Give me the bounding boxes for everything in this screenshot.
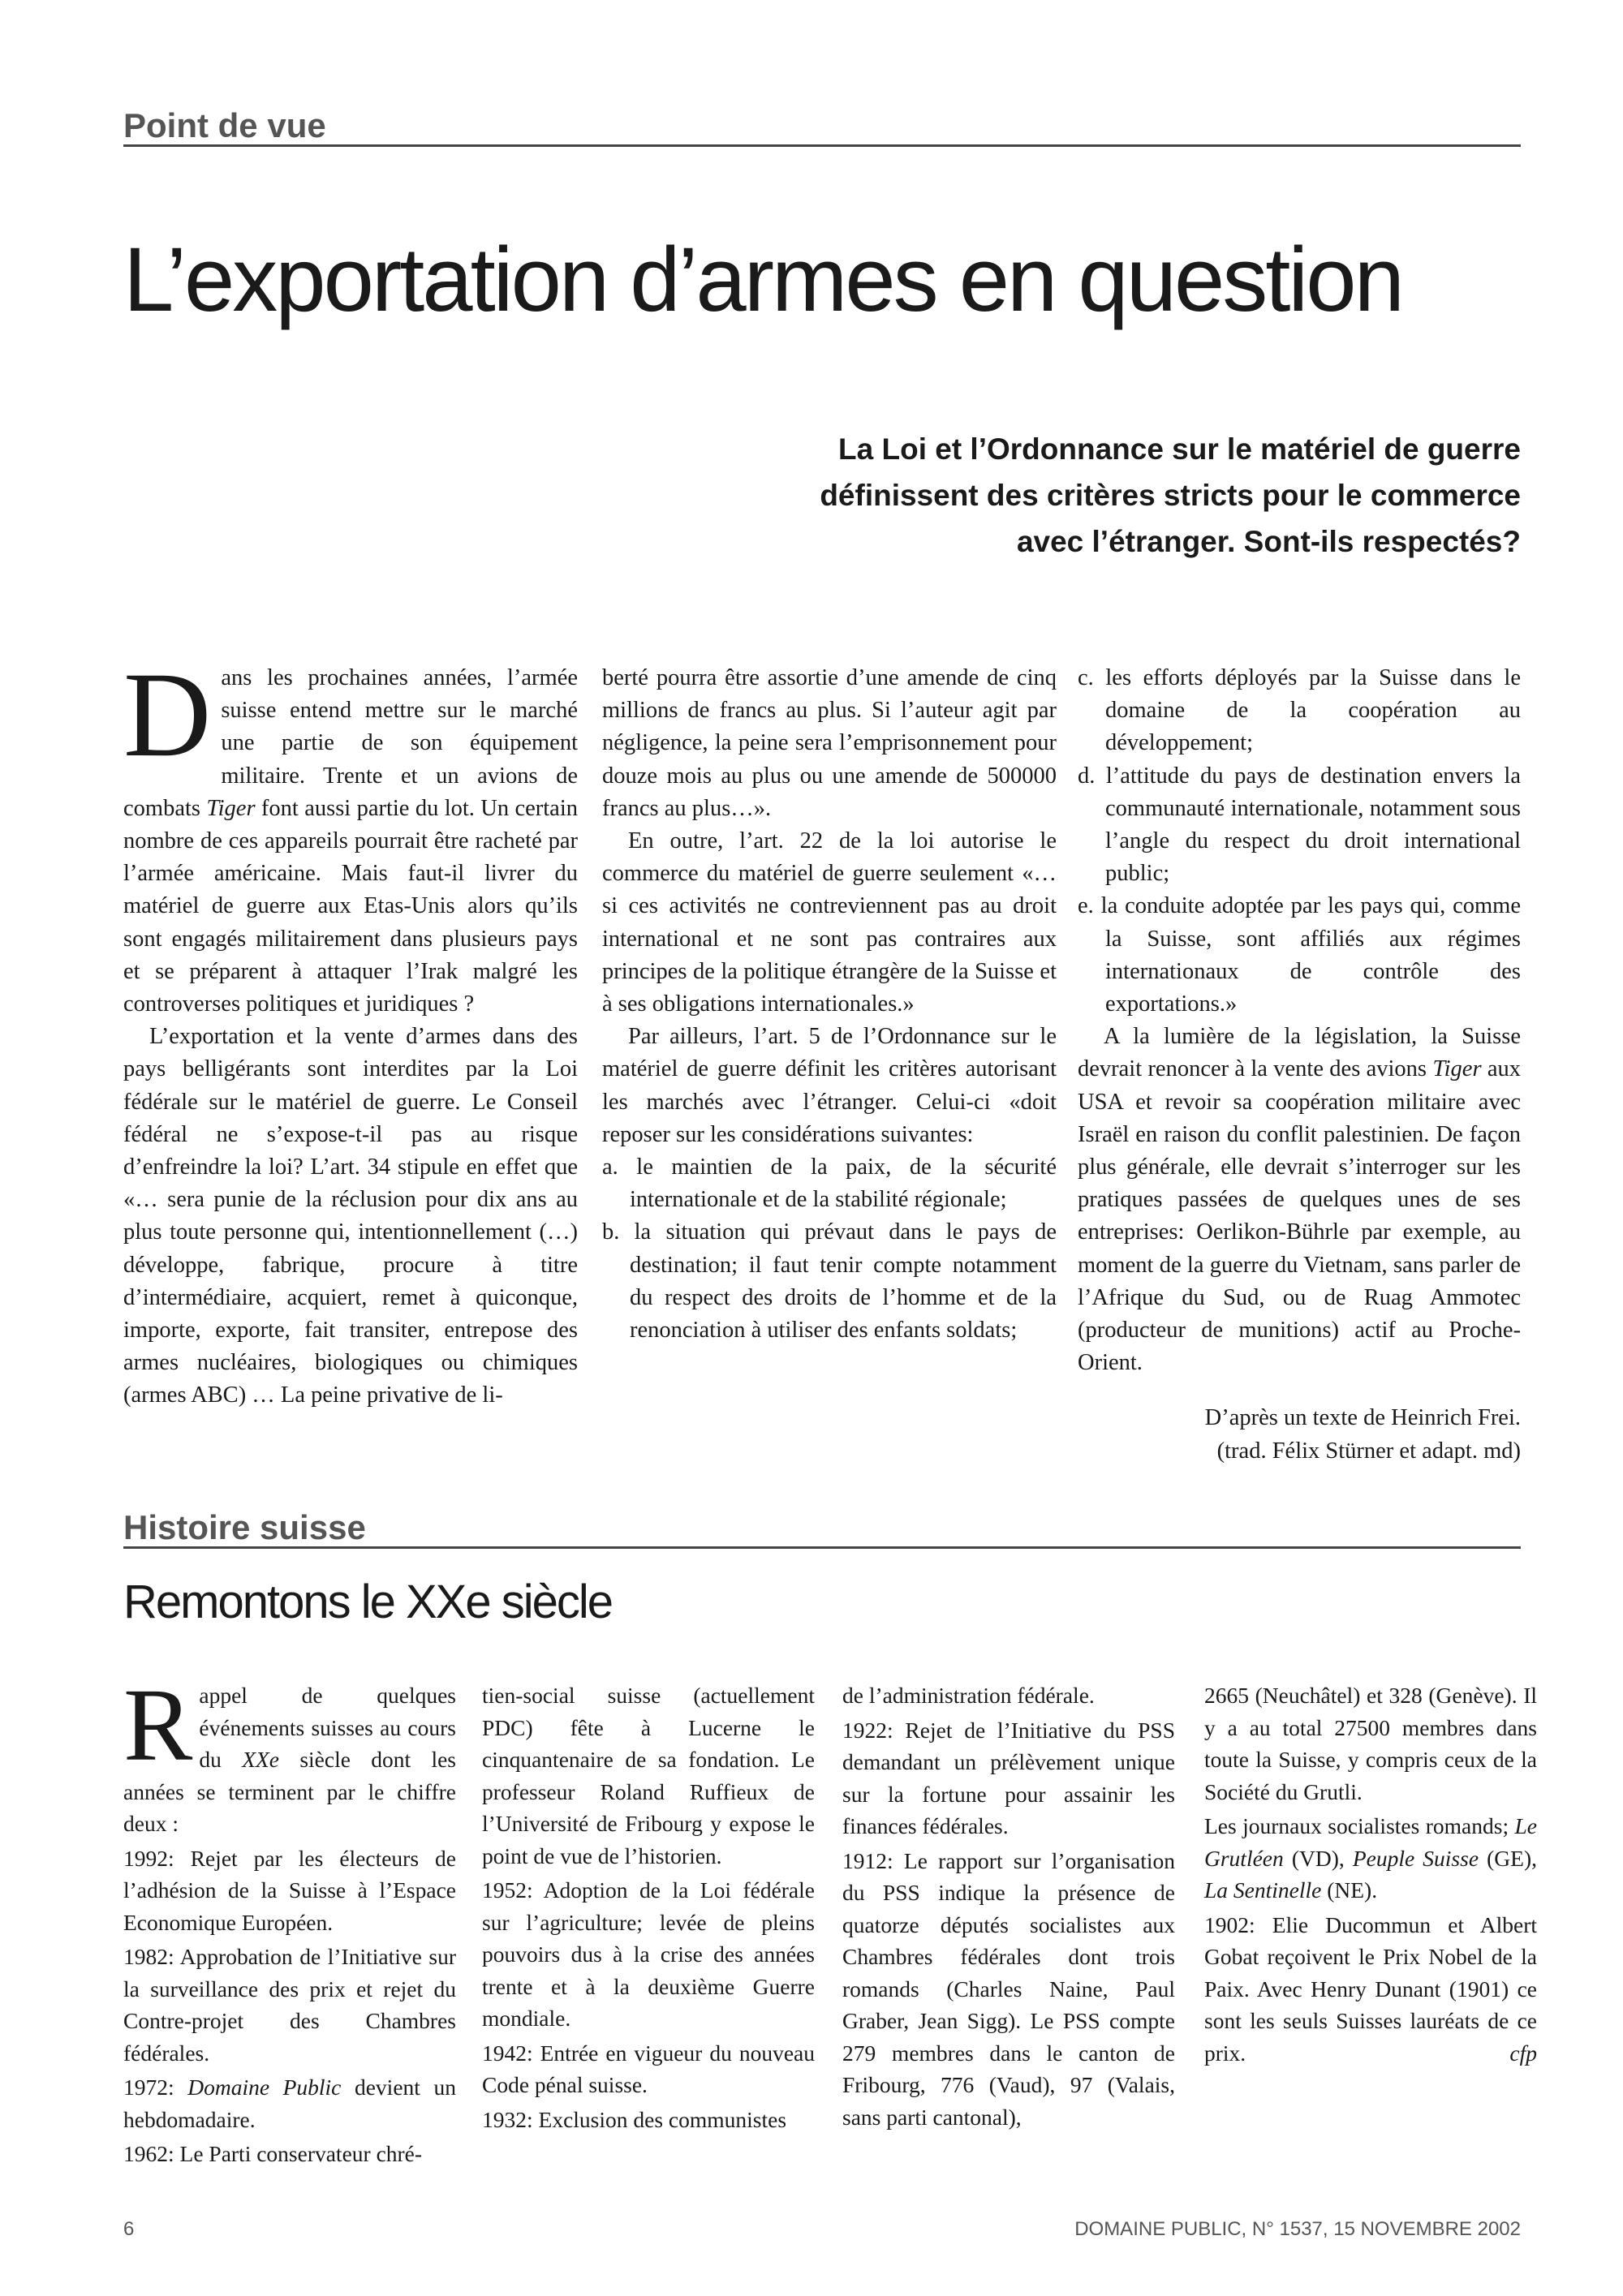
- history-column-4: [1204, 1679, 1537, 2071]
- journal-footer: DOMAINE PUBLIC, N° 1537, 15 NOVEMBRE 2002: [1074, 2218, 1521, 2240]
- article-column-1: [123, 647, 578, 1412]
- history-entry: 1912: Le rapport sur l’organisation du PSS indique la présence de quatorze députés socialistes aux Chambres fédérales dont trois romands (Charles Naine, Paul Graber, Jean Sigg). Le PSS compte 279 membres dans le canton de Fribourg, 776 (Vaud), 97 (Valais, sans parti cantonal),: [842, 1847, 1175, 2130]
- paragraph: berté pourra être assortie d’une amende de cinq millions de francs au plus. Si l’auteur agit par négligence, la peine sera l’emprisonnement pour douze mois au plus ou une amende de 500000 francs au plus…».: [602, 665, 1057, 821]
- paragraph: [1078, 1021, 1521, 1379]
- history-entry: 1992: Rejet par les électeurs de l’adhésion de la Suisse à l’Espace Economique Européen.: [123, 1845, 456, 1935]
- article-signature: cfp: [1509, 2040, 1537, 2066]
- history-entry: 1982: Approbation de l’Initiative sur la surveillance des prix et rejet du Contre-projet des Chambres fédérales.: [123, 1944, 456, 2066]
- text: font aussi partie du lot. Un certain nombre de ces appareils pourrait être racheté par l’armée américaine. Mais faut-il livrer du matériel de guerre aux Etas-Unis alors qu’ils sont engagés militairement dans plusieurs pays et se préparent à attaquer l’Irak malgré les controverses politiques et juridiques ?: [123, 795, 578, 1017]
- article-lead: La Loi et l’Ordonnance sur le matériel de guerre définissent des critères stricts pour le commerce avec l’étranger. Sont-ils respectés?: [820, 432, 1521, 558]
- emphasis: Le Grutléen: [1204, 1813, 1537, 1871]
- text: ans les prochaines années, l’armée suisse entend mettre sur le marché une partie de son équipement militaire. Trente et un avions de combats: [123, 665, 578, 821]
- history-entry: 1922: Rejet de l’Initiative du PSS demandant un prélèvement unique sur la fortune pour assainir les finances fédérales.: [842, 1717, 1175, 1838]
- text: appel de quelques événements suisses au cours du: [199, 1683, 456, 1772]
- history-entry: [1204, 1909, 1537, 2070]
- text: siècle dont les années se terminent par le chiffre deux :: [123, 1747, 457, 1836]
- emphasis: Tiger: [206, 795, 256, 821]
- text: Les journaux socialistes romands;: [1204, 1813, 1515, 1838]
- history-column-3: [842, 1679, 1175, 2135]
- history-entry: 2665 (Neuchâtel) et 328 (Genève). Il y a au total 27500 membres dans toute la Suisse, y compris ceux de la Société du Grutli.: [1204, 1683, 1537, 1804]
- article-title: L’exportation d’armes en question: [123, 229, 1402, 330]
- history-entry: [123, 2071, 456, 2135]
- paragraph: Par ailleurs, l’art. 5 de l’Ordonnance sur le matériel de guerre définit les critères autorisant les marchés avec l’étranger. Celui-ci «doit reposer sur les considérations suivantes:: [602, 1024, 1057, 1147]
- list-item: d. l’attitude du pays de destination envers la communauté internationale, notamment sous l’angle du respect du droit international public;: [1078, 763, 1521, 887]
- drop-cap: R: [123, 1667, 193, 1782]
- history-column-1: [123, 1667, 457, 2173]
- signature-line: (trad. Félix Stürner et adapt. md): [1216, 1438, 1521, 1464]
- emphasis: XXe: [242, 1747, 280, 1772]
- signature-line: D’après un texte de Heinrich Frei.: [1204, 1405, 1521, 1431]
- list-item: c. les efforts déployés par la Suisse dans le domaine de la coopération au développement;: [1078, 665, 1521, 756]
- drop-cap: D: [123, 647, 212, 782]
- history-entry: 1962: Le Parti conservateur chré-: [123, 2141, 423, 2166]
- history-entry: 1952: Adoption de la Loi fédérale sur l’agriculture; levée de pleins pouvoirs dus à la crise des années trente et à la deuxième Guerre mondiale.: [482, 1877, 815, 2031]
- text: 1972:: [123, 2075, 188, 2100]
- text: aux USA et revoir sa coopération militaire avec Israël en raison du conflit palestinien. De façon plus générale, elle devrait s’interroger sur les pratiques passées de quelques unes de ses entreprises: Oerlikon-Bührle par exemple, au moment de la guerre du Vietnam, sans parler de l’Afrique du Sud, ou de Ruag Ammotec (producteur de munitions) actif au Proche-Orient.: [1078, 1056, 1521, 1376]
- article-signature: [1078, 1402, 1521, 1467]
- emphasis: La Sentinelle: [1204, 1877, 1322, 1903]
- article-title-2: Remontons le XXe siècle: [123, 1576, 612, 1628]
- emphasis: Peuple Suisse: [1352, 1845, 1479, 1871]
- emphasis: Tiger: [1432, 1056, 1482, 1082]
- paragraph: [123, 1667, 457, 1840]
- text: A la lumière de la législation, la Suisse devrait renoncer à la vente des avions: [1078, 1024, 1521, 1082]
- list-item: a. le maintien de la paix, de la sécurité internationale et de la stabilité régionale;: [602, 1154, 1057, 1213]
- page-number: 6: [123, 2218, 135, 2240]
- paragraph: [123, 647, 578, 1021]
- text: devient un hebdomadaire.: [123, 2075, 456, 2132]
- list-item: b. la situation qui prévaut dans le pays de destination; il faut tenir compte notamment du respect des droits de l’homme et de la renonciation à utiliser des enfants soldats;: [602, 1219, 1057, 1344]
- history-entry: [1204, 1810, 1537, 1907]
- paragraph: En outre, l’art. 22 de la loi autorise le commerce du matériel de guerre seulement «…si ces activités ne contreviennent pas au droit international et ne sont pas contraires aux principes de la politique étrangère de la Suisse et à ses obligations internationales.»: [602, 828, 1057, 1017]
- text: (VD),: [1283, 1845, 1353, 1871]
- history-entry: tien-social suisse (actuellement PDC) fête à Lucerne le cinquantenaire de sa fondation. Le professeur Roland Ruffieux de l’Université de Fribourg y expose le point de vue de l’historien.: [482, 1683, 815, 1868]
- history-entry: de l’administration fédérale.: [842, 1683, 1095, 1708]
- article-column-2: [602, 662, 1057, 1347]
- history-column-2: [482, 1679, 815, 2138]
- history-entry: 1942: Entrée en vigueur du nouveau Code pénal suisse.: [482, 2040, 815, 2097]
- history-entry: 1932: Exclusion des communistes: [482, 2106, 787, 2132]
- list-item: e. la conduite adoptée par les pays qui, comme la Suisse, sont affiliés aux régimes internationaux de contrôle des exportations.»: [1078, 893, 1521, 1017]
- section-rubric-histoire-suisse: Histoire suisse: [123, 1509, 1521, 1549]
- section-rubric-point-de-vue: Point de vue: [123, 107, 1521, 147]
- text: (GE),: [1479, 1845, 1537, 1871]
- paragraph: L’exportation et la vente d’armes dans des pays belligérants sont interdites par la Loi fédérale sur le matériel de guerre. Le Conseil fédéral ne s’expose-t-il pas au risque d’enfreindre la loi? L’art. 34 stipule en effet que «… sera punie de la réclusion pour dix ans au plus toute personne qui, intentionnellement (…) développe, fabrique, procure à titre d’intermédiaire, acquiert, remet à quiconque, importe, exporte, fait transiter, entrepose des armes nucléaires, biologiques ou chimiques (armes ABC) … La peine privative de li-: [123, 1024, 578, 1408]
- text: (NE).: [1321, 1877, 1378, 1903]
- emphasis: Domaine Public: [187, 2075, 342, 2100]
- article-column-3: [1078, 662, 1521, 1468]
- text: 1902: Elie Ducommun et Albert Gobat reçoivent le Prix Nobel de la Paix. Avec Henry Dunant (1901) ce sont les seuls Suisses lauréats de ce prix.: [1204, 1911, 1537, 2066]
